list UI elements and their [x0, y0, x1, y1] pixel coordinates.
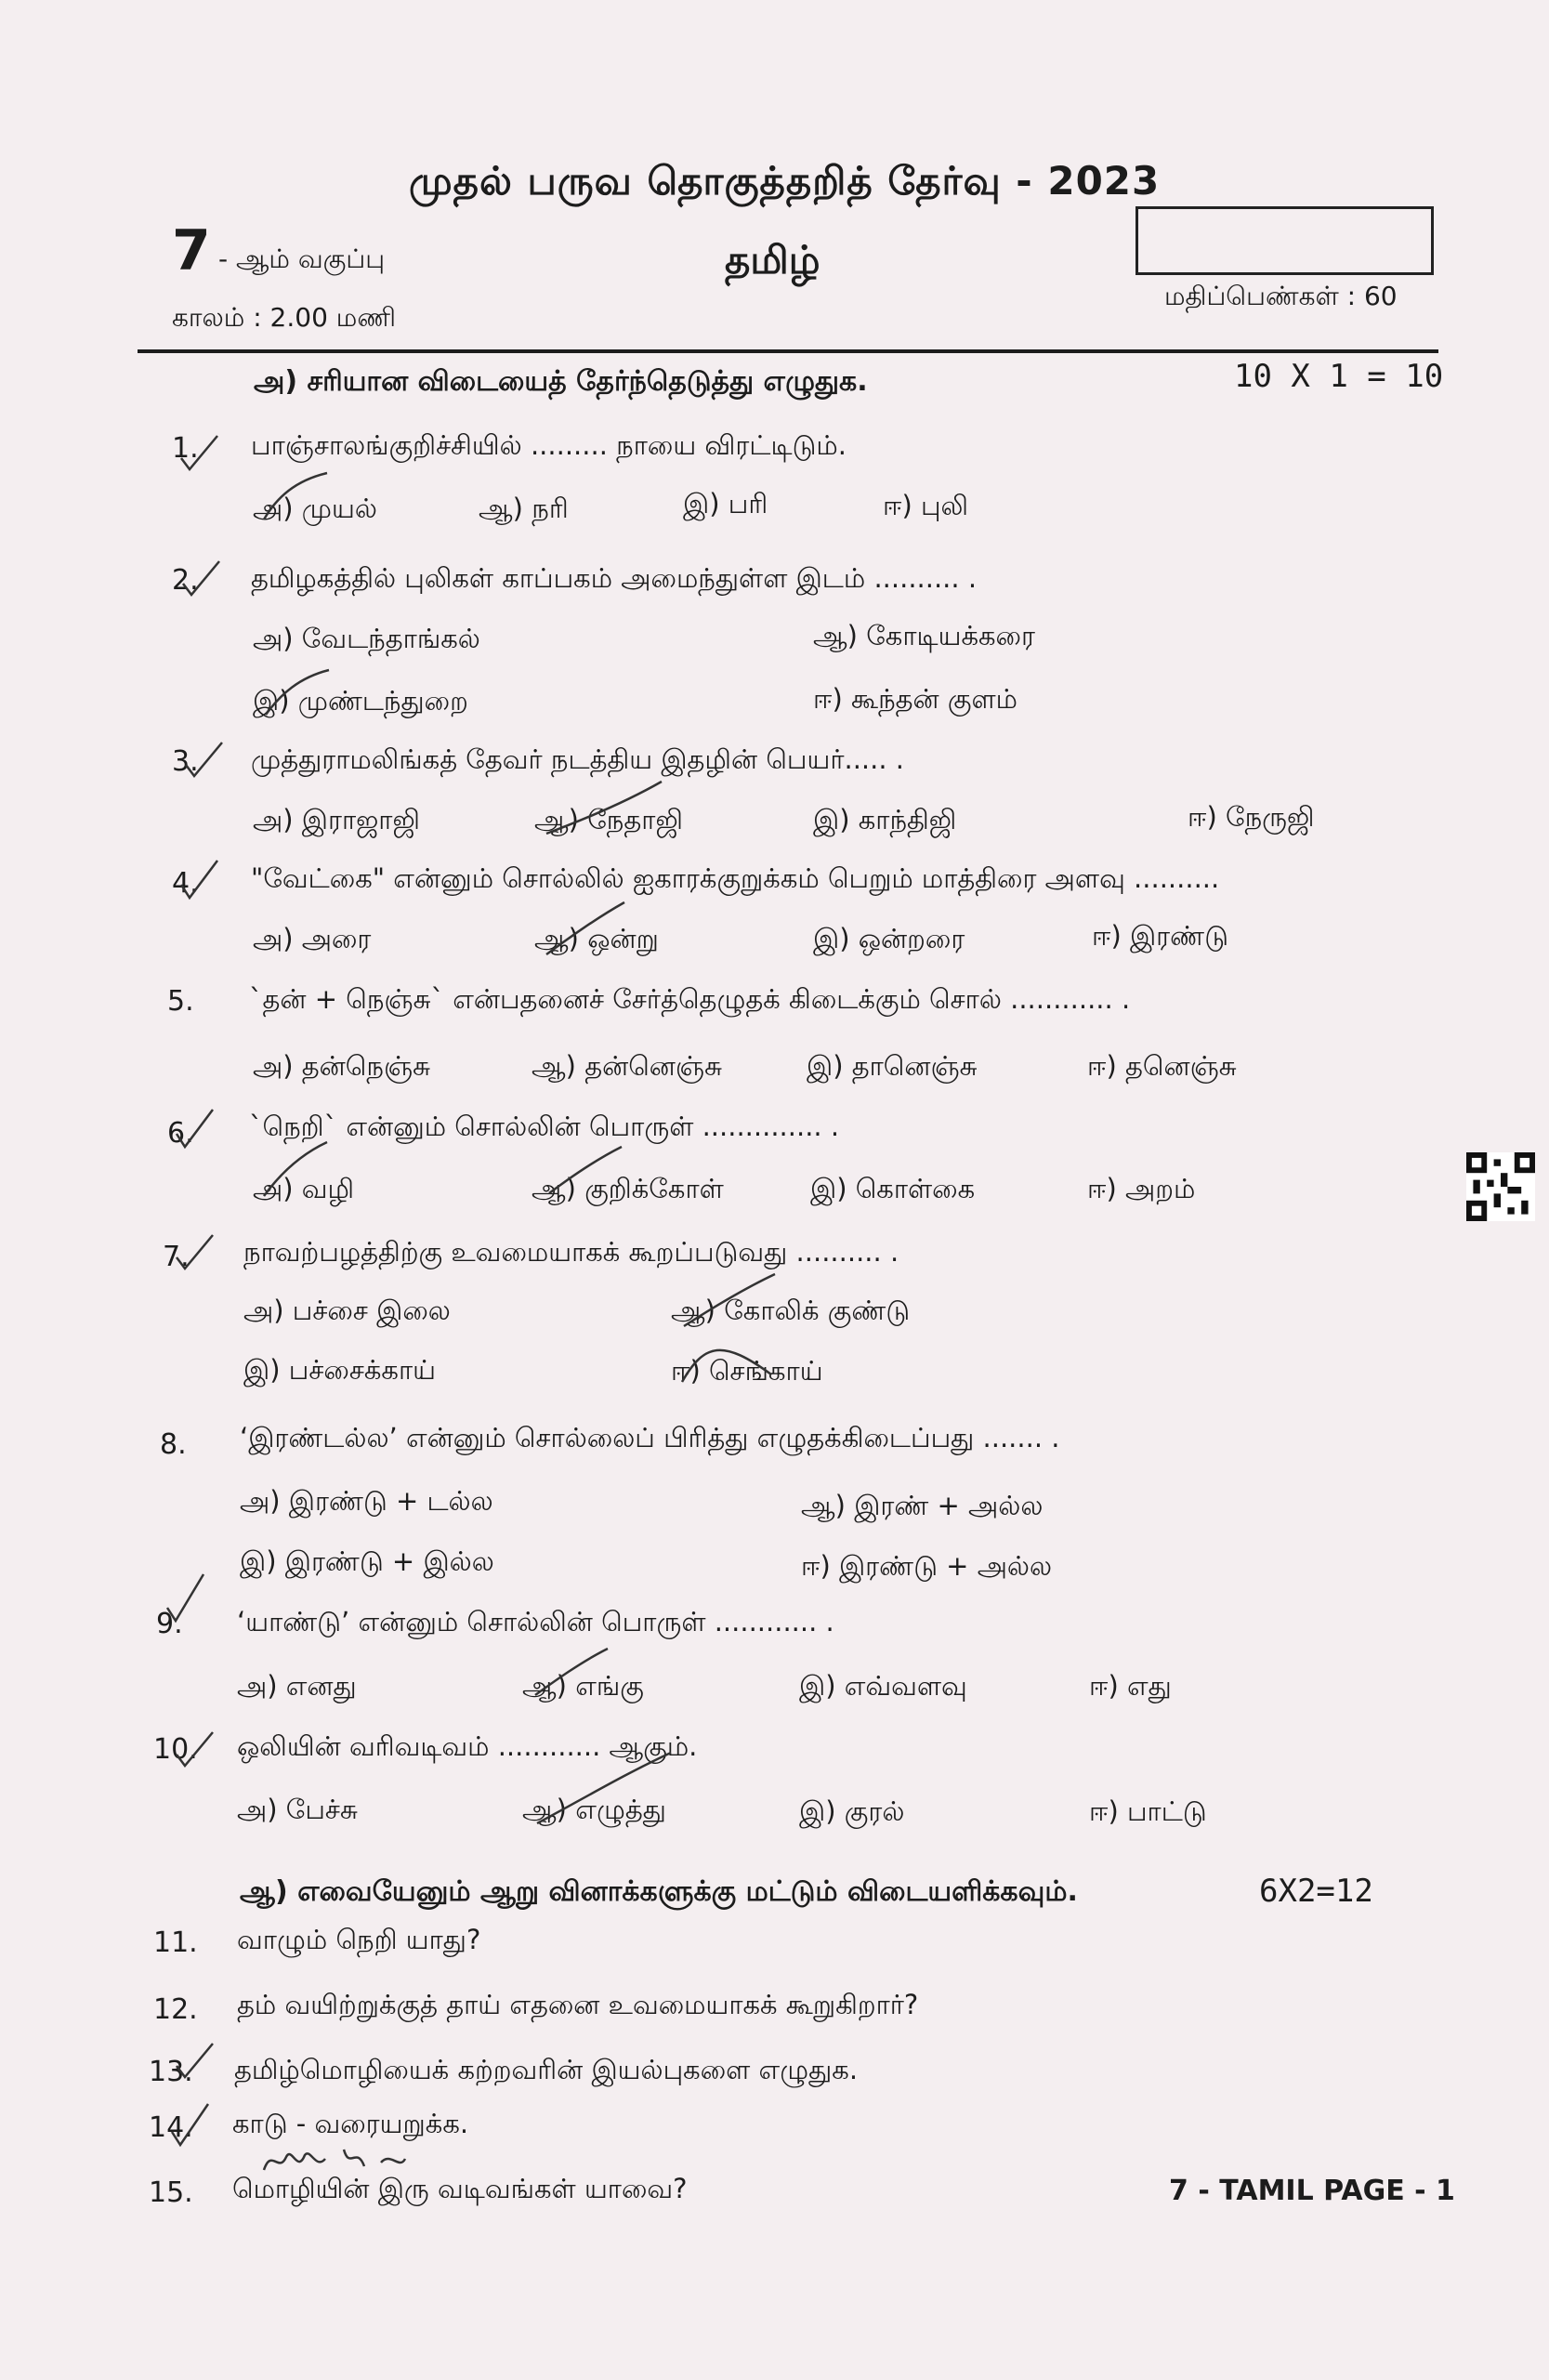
option-b: ஆ) நரி	[479, 493, 569, 524]
question-text: `தன் + நெஞ்சு` என்பதனைச் சேர்த்தெழுதக் கிடைக்கும் சொல் ............ .	[249, 983, 1131, 1015]
section-b-marks: 6X2=12	[1259, 1873, 1373, 1910]
option-c: இ) பச்சைக்காய்	[243, 1354, 436, 1386]
option-c: இ) காந்திஜி	[813, 804, 957, 835]
tick-mark-icon	[177, 432, 223, 474]
question-text: ‘யாண்டு’ என்னும் சொல்லின் பொருள் ............ .	[237, 1606, 834, 1637]
option-c: இ) எவ்வளவு	[799, 1670, 967, 1702]
page-footer: 7 - TAMIL PAGE - 1	[1169, 2175, 1455, 2207]
option-d: ஈ) கூந்தன் குளம்	[813, 683, 1018, 715]
option-d: ஈ) செங்காய்	[671, 1355, 823, 1387]
option-c: இ) பரி	[683, 488, 768, 519]
option-a: அ) முயல்	[253, 493, 377, 524]
option-a: அ) வழி	[253, 1173, 355, 1204]
question-number: 5.	[167, 985, 194, 1018]
option-c: இ) தானெஞ்சு	[807, 1050, 978, 1082]
question-number: 15.	[149, 2176, 193, 2209]
option-a: அ) அரை	[253, 923, 372, 954]
answer-stroke-icon	[530, 1645, 613, 1701]
answer-stroke-icon	[678, 1269, 781, 1334]
option-b: ஆ) கோடியக்கரை	[813, 620, 1035, 651]
option-d: ஈ) பாட்டு	[1089, 1795, 1207, 1827]
option-b: ஆ) எங்கு	[522, 1670, 644, 1702]
question-text: ஒலியின் வரிவடிவம் ............ ஆகும்.	[237, 1730, 698, 1762]
option-c: இ) இரண்டு + இல்ல	[240, 1545, 494, 1577]
question-text: "வேட்கை" என்னும் சொல்லில் ஐகாரக்குறுக்கம் பெறும் மாத்திரை அளவு ..........	[251, 862, 1220, 894]
option-a: அ) இராஜாஜி	[253, 804, 420, 835]
option-d: ஈ) இரண்டு + அல்ல	[801, 1550, 1053, 1582]
answer-stroke-icon	[539, 776, 669, 841]
question-number: 7.	[163, 1241, 190, 1273]
answer-stroke-icon	[530, 1747, 678, 1831]
question-number: 11.	[153, 1926, 198, 1959]
register-number-box	[1135, 206, 1434, 275]
tick-mark-icon	[172, 1729, 218, 1770]
exam-duration: காலம் : 2.00 மணி	[172, 302, 396, 333]
grade-number: 7	[172, 218, 211, 283]
total-marks: மதிப்பெண்கள் : 60	[1164, 281, 1398, 311]
question-number: 12.	[153, 1993, 198, 2026]
option-d: ஈ) தனெஞ்சு	[1087, 1050, 1237, 1082]
question-number: 13.	[149, 2056, 193, 2088]
section-a-marks: 10 X 1 = 10	[1234, 358, 1444, 395]
header-divider	[138, 349, 1438, 353]
option-a: அ) தன்நெஞ்சு	[253, 1050, 431, 1082]
option-d: ஈ) புலி	[883, 490, 969, 521]
question-number: 1.	[172, 432, 199, 465]
tick-mark-icon	[172, 1106, 218, 1152]
option-d: ஈ) எது	[1089, 1670, 1172, 1702]
option-b: ஆ) தன்னெஞ்சு	[532, 1050, 722, 1082]
option-a: அ) எனது	[237, 1670, 357, 1702]
qr-code-icon	[1466, 1152, 1535, 1221]
question-number: 2.	[172, 564, 199, 597]
tick-mark-icon	[172, 1231, 218, 1273]
question-text: வாழும் நெறி யாது?	[237, 1924, 481, 1955]
option-c: இ) ஒன்றரை	[813, 923, 965, 954]
answer-stroke-icon	[676, 1334, 779, 1389]
exam-title: முதல் பருவ தொகுத்தறித் தேர்வு - 2023	[409, 158, 1161, 204]
option-d: ஈ) அறம்	[1087, 1173, 1196, 1204]
question-text: `நெறி` என்னும் சொல்லின் பொருள் .............. .	[249, 1111, 840, 1142]
section-b-title: ஆ) எவையேனும் ஆறு வினாக்களுக்கு மட்டும் விடையளிக்கவும்.	[240, 1875, 1078, 1908]
question-number: 14.	[149, 2111, 193, 2144]
tick-mark-icon	[163, 1571, 209, 1626]
answer-stroke-icon	[260, 664, 335, 720]
question-number: 4.	[172, 867, 199, 900]
question-number: 3.	[172, 745, 199, 778]
question-text: முத்துராமலிங்கத் தேவர் நடத்திய இதழின் பெயர்..... .	[251, 743, 905, 775]
tick-mark-icon	[178, 558, 225, 599]
handwritten-scribble-icon	[260, 2142, 409, 2179]
question-text: பாஞ்சாலங்குறிச்சியில் ......... நாயை விரட்டிடும்.	[251, 429, 847, 461]
option-b: ஆ) இரண் + அல்ல	[801, 1490, 1044, 1521]
question-text: தமிழ்மொழியைக் கற்றவரின் இயல்புகளை எழுதுக.	[234, 2054, 859, 2085]
option-a: அ) பச்சை இலை	[243, 1295, 451, 1326]
answer-stroke-icon	[258, 469, 333, 525]
tick-mark-icon	[172, 2040, 218, 2082]
question-text: காடு - வரையறுக்க.	[232, 2108, 469, 2139]
answer-stroke-icon	[544, 1143, 627, 1199]
section-a-title: அ) சரியான விடையைத் தேர்ந்தெடுத்து எழுதுக.	[254, 365, 868, 398]
question-number: 9.	[156, 1608, 183, 1640]
option-d: ஈ) நேருஜி	[1188, 801, 1315, 833]
tick-mark-icon	[167, 2100, 214, 2151]
question-text: ‘இரண்டல்ல’ என்னும் சொல்லைப் பிரித்து எழுதக்கிடைப்பது ....... .	[240, 1422, 1060, 1453]
option-b: ஆ) ஒன்று	[534, 923, 659, 954]
option-c: இ) முண்டந்துறை	[253, 685, 468, 717]
answer-stroke-icon	[258, 1138, 333, 1203]
question-text: தமிழகத்தில் புலிகள் காப்பகம் அமைந்துள்ள இடம் .......... .	[251, 562, 978, 594]
option-b: ஆ) எழுத்து	[522, 1794, 666, 1825]
option-c: இ) குரல்	[799, 1795, 905, 1827]
option-b: ஆ) நேதாஜி	[534, 804, 683, 835]
option-a: அ) இரண்டு + டல்ல	[240, 1485, 493, 1517]
option-a: அ) பேச்சு	[237, 1794, 358, 1825]
option-d: ஈ) இரண்டு	[1092, 920, 1228, 952]
question-text: நாவற்பழத்திற்கு உவமையாகக் கூறப்படுவது .......... .	[243, 1236, 899, 1268]
option-b: ஆ) குறிக்கோள்	[532, 1173, 724, 1204]
question-number: 8.	[160, 1428, 187, 1461]
option-b: ஆ) கோலிக் குண்டு	[671, 1295, 911, 1326]
subject-title: தமிழ்	[725, 237, 820, 283]
answer-stroke-icon	[539, 897, 632, 962]
grade-label: - ஆம் வகுப்பு	[218, 243, 386, 274]
tick-mark-icon	[177, 857, 223, 903]
tick-mark-icon	[181, 739, 228, 781]
option-c: இ) கொள்கை	[810, 1173, 976, 1204]
question-number: 10.	[153, 1733, 198, 1766]
question-text: மொழியின் இரு வடிவங்கள் யாவை?	[232, 2173, 688, 2204]
question-text: தம் வயிற்றுக்குத் தாய் எதனை உவமையாகக் கூறுகிறார்?	[237, 1989, 919, 2020]
option-a: அ) வேடந்தாங்கல்	[253, 623, 480, 654]
question-number: 6.	[167, 1117, 194, 1150]
